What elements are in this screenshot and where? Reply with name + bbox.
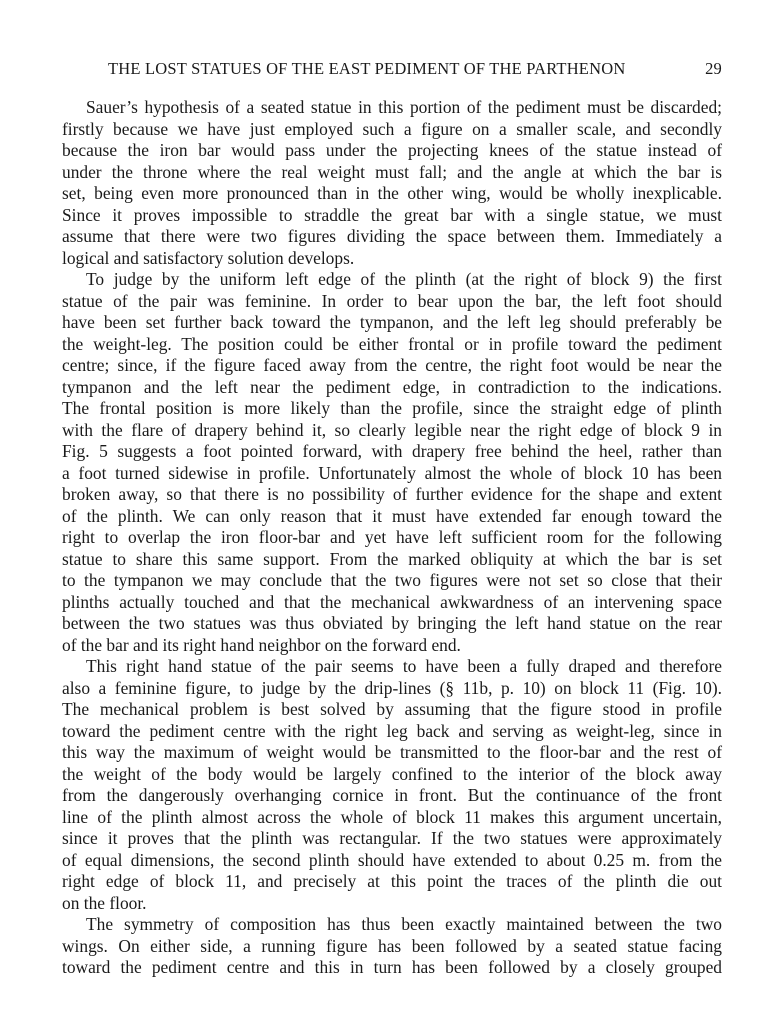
running-header <box>62 59 722 81</box>
text-line: toward the pediment centre with the right leg back and serving as weight-leg, since in <box>62 720 722 741</box>
text-line: firstly because we have just employed such a figure on a smaller scale, and secondly <box>62 118 722 139</box>
text-line: statue of the pair was feminine. In order to bear upon the bar, the left foot should <box>62 290 722 311</box>
text-line: Since it proves impossible to straddle the great bar with a single statue, we must <box>62 204 722 225</box>
text-line: have been set further back toward the tympanon, and the left leg should preferably be <box>62 312 722 332</box>
running-title: THE LOST STATUES OF THE EAST PEDIMENT OF THE PARTHENON <box>108 59 626 78</box>
text-line: logical and satisfactory solution develops. <box>62 247 355 268</box>
text-line: tympanon and the left near the pediment edge, in contradiction to the indications. <box>62 376 722 397</box>
page-number: 29 <box>705 59 722 78</box>
paragraph <box>62 97 722 269</box>
text-line: This right hand statue of the pair seems to have been a fully draped and therefore <box>86 656 722 676</box>
text-line: wings. On either side, a running figure has been followed by a seated statue facing <box>62 935 722 956</box>
text-line: statue to share this same support. From the marked obliquity at which the bar is set <box>62 548 722 569</box>
text-line: Fig. 5 suggests a foot pointed forward, with drapery free behind the heel, rather than <box>62 441 722 461</box>
paragraph <box>62 914 722 979</box>
text-line: since it proves that the plinth was rectangular. If the two statues were approximately <box>62 828 722 848</box>
text-line: toward the pediment centre and this in turn has been followed by a closely grouped <box>62 957 722 977</box>
text-line: of equal dimensions, the second plinth should have extended to about 0.25 m. from the <box>62 849 722 870</box>
text-line: The frontal position is more likely than the profile, since the straight edge of plinth <box>62 398 722 418</box>
text-line: because the iron bar would pass under the projecting knees of the statue instead of <box>62 140 722 160</box>
text-line: The symmetry of composition has thus been exactly maintained between the two <box>86 914 722 934</box>
text-line: To judge by the uniform left edge of the plinth (at the right of block 9) the first <box>86 269 722 289</box>
text-line: of the plinth. We can only reason that it must have extended far enough toward the <box>62 505 722 526</box>
text-line: between the two statues was thus obviated by bringing the left hand statue on the rear <box>62 613 722 633</box>
text-line: under the throne where the real weight must fall; and the angle at which the bar is <box>62 161 722 182</box>
text-line: with the flare of drapery behind it, so clearly legible near the right edge of block 9 in <box>62 419 722 440</box>
text-line: from the dangerously overhanging cornice in front. But the continuance of the front <box>62 785 722 805</box>
text-line: the weight of the body would be largely confined to the interior of the block away <box>62 763 722 784</box>
text-line: the weight-leg. The position could be either frontal or in profile toward the pediment <box>62 333 722 354</box>
text-line: a foot turned sidewise in profile. Unfortunately almost the whole of block 10 has been <box>62 462 722 483</box>
text-line: set, being even more pronounced than in the other wing, would be wholly inexplicable. <box>62 183 722 203</box>
text-line: to the tympanon we may conclude that the two figures were not set so close that their <box>62 570 722 590</box>
text-line: The mechanical problem is best solved by assuming that the figure stood in profile <box>62 699 722 719</box>
text-line: line of the plinth almost across the whole of block 11 makes this argument uncertain, <box>62 806 722 827</box>
text-line: centre; since, if the figure faced away from the centre, the right foot would be near the <box>62 355 722 375</box>
text-line: broken away, so that there is no possibility of further evidence for the shape and extent <box>62 484 722 504</box>
text-line: this way the maximum of weight would be transmitted to the floor-bar and the rest of <box>62 742 722 762</box>
text-line: also a feminine figure, to judge by the drip-lines (§ 11b, p. 10) on block 11 (Fig. 10). <box>62 677 722 698</box>
text-line: plinths actually touched and that the mechanical awkwardness of an intervening space <box>62 591 722 612</box>
text-line: of the bar and its right hand neighbor on the forward end. <box>62 634 461 655</box>
text-line: on the floor. <box>62 892 147 913</box>
paragraph <box>62 656 722 914</box>
text-line: assume that there were two figures dividing the space between them. Immediately a <box>62 226 722 246</box>
body-text <box>62 97 722 979</box>
text-line: Sauer’s hypothesis of a seated statue in this portion of the pediment must be discarded; <box>86 97 722 117</box>
text-line: right to overlap the iron floor-bar and yet have left sufficient room for the following <box>62 527 722 547</box>
paragraph <box>62 269 722 656</box>
text-line: right edge of block 11, and precisely at this point the traces of the plinth die out <box>62 871 722 891</box>
